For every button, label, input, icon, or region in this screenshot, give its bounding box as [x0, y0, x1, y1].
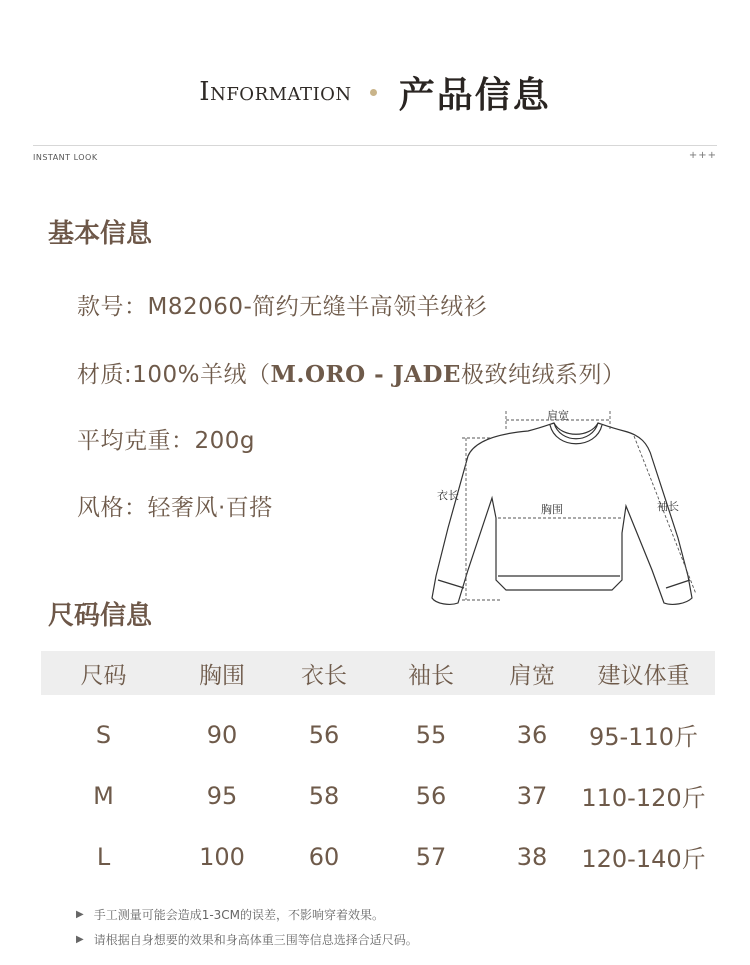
table-cell: 38 — [516, 842, 548, 871]
table-cell: 120-140斤 — [581, 845, 706, 873]
material-prefix: 材质:100%羊绒（ — [77, 362, 271, 388]
table-cell: 58 — [308, 781, 340, 810]
table-cell: 56 — [308, 720, 340, 749]
header-length: 衣长 — [301, 662, 347, 689]
shoulder-label: 肩宽 — [547, 409, 569, 422]
header-shoulder: 肩宽 — [509, 662, 555, 689]
table-cell: 56 — [415, 781, 447, 810]
table-cell: 110-120斤 — [581, 784, 706, 812]
basic-info-title: 基本信息 — [48, 219, 153, 249]
table-cell: 100 — [199, 842, 245, 871]
notes — [76, 902, 418, 952]
style-number: 款号：M82060-简约无缝半高领羊绒衫 — [77, 294, 488, 320]
triangle-bullet-icon: ▶ — [76, 909, 84, 920]
instant-look-label: INSTANT LOOK — [33, 153, 98, 162]
sweater-measurement-diagram — [420, 398, 720, 613]
table-row — [41, 826, 715, 887]
title-english: Information — [199, 77, 352, 107]
size-info-title: 尺码信息 — [48, 601, 153, 631]
header-divider — [33, 145, 717, 146]
triangle-bullet-icon: ▶ — [76, 934, 84, 945]
note-item — [76, 902, 418, 927]
header-sleeve: 袖长 — [408, 662, 454, 689]
page-header — [0, 62, 750, 122]
table-cell: 60 — [308, 842, 340, 871]
material-suffix: 极致纯绒系列） — [460, 362, 626, 388]
header-size: 尺码 — [80, 662, 127, 689]
note-item — [76, 927, 418, 952]
header-chest: 胸围 — [199, 662, 245, 689]
style-line: 风格：轻奢风·百搭 — [77, 495, 273, 521]
table-cell: S — [95, 720, 112, 749]
size-table-header — [41, 651, 715, 695]
table-cell: 36 — [516, 720, 548, 749]
chest-label: 胸围 — [541, 503, 563, 516]
table-cell: L — [96, 842, 111, 871]
table-cell: 37 — [516, 781, 548, 810]
note-text: 请根据自身想要的效果和身高体重三围等信息选择合适尺码。 — [93, 933, 418, 947]
title-separator-dot — [370, 89, 377, 96]
table-cell: 95 — [206, 781, 238, 810]
note-text: 手工测量可能会造成1-3CM的误差，不影响穿着效果。 — [93, 908, 385, 922]
material-line — [77, 356, 625, 389]
header-weight: 建议体重 — [597, 662, 690, 689]
table-cell: M — [93, 781, 114, 810]
table-cell: 90 — [206, 720, 238, 749]
sleeve-label: 袖长 — [657, 500, 679, 513]
plus-decoration: +++ — [688, 150, 717, 161]
table-cell: 57 — [415, 842, 447, 871]
material-brand: M.ORO - JADE — [270, 361, 461, 388]
average-weight: 平均克重：200g — [77, 428, 255, 454]
title-chinese: 产品信息 — [398, 74, 551, 116]
size-table — [41, 651, 715, 887]
table-row — [41, 704, 715, 765]
table-cell: 95-110斤 — [588, 723, 698, 751]
table-cell: 55 — [415, 720, 447, 749]
sweater-collar — [554, 423, 598, 439]
size-table-body — [41, 704, 715, 887]
table-row — [41, 765, 715, 826]
length-label: 衣长 — [437, 489, 459, 502]
